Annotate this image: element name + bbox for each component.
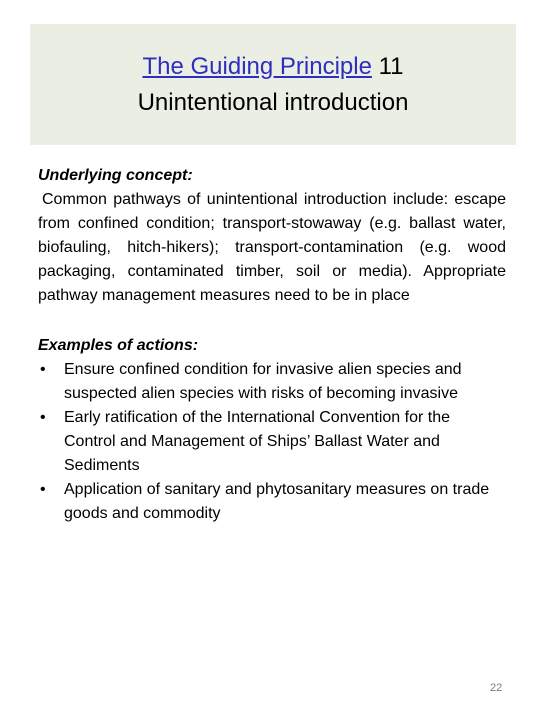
slide-subtitle: Unintentional introduction	[137, 88, 409, 116]
list-item-text: Application of sanitary and phytosanitary measures on trade goods and commodity	[64, 481, 490, 522]
principle-number: 11	[371, 52, 404, 80]
underlying-concept-heading: Underlying concept:	[38, 167, 193, 184]
section-gap	[38, 308, 506, 334]
underlying-concept-text	[38, 188, 506, 308]
list-item	[38, 358, 506, 406]
list-item	[38, 478, 506, 526]
underlying-concept-text-first: Common pathways of unintentional introduction include:	[42, 191, 449, 208]
actions-list	[38, 358, 506, 526]
list-item-text: Ensure confined condition for invasive alien species and suspected alien species with risks of becoming invasive	[64, 361, 462, 402]
bullet-icon: •	[40, 409, 46, 426]
list-item-text: Early ratification of the International Convention for the Control and Management of Ships’ Ballast Water and Sediments	[64, 409, 450, 474]
title-box	[30, 24, 516, 145]
bullet-icon: •	[40, 481, 46, 498]
slide-content	[38, 164, 506, 526]
guiding-principle-link[interactable]: The Guiding Principle	[142, 52, 372, 80]
title-line	[142, 49, 403, 85]
bullet-icon: •	[40, 361, 46, 378]
list-item	[38, 406, 506, 478]
page-number: 22	[490, 682, 503, 694]
underlying-concept-text-rest: escape from confined condition; transport-stowaway (e.g. ballast water, biofauling, hitch-hikers); transport-contamination (e.g. wood packaging, contaminated timber, soil or media). Appropriate pathway management measures need to be in place	[38, 191, 506, 304]
examples-heading: Examples of actions:	[38, 337, 199, 354]
